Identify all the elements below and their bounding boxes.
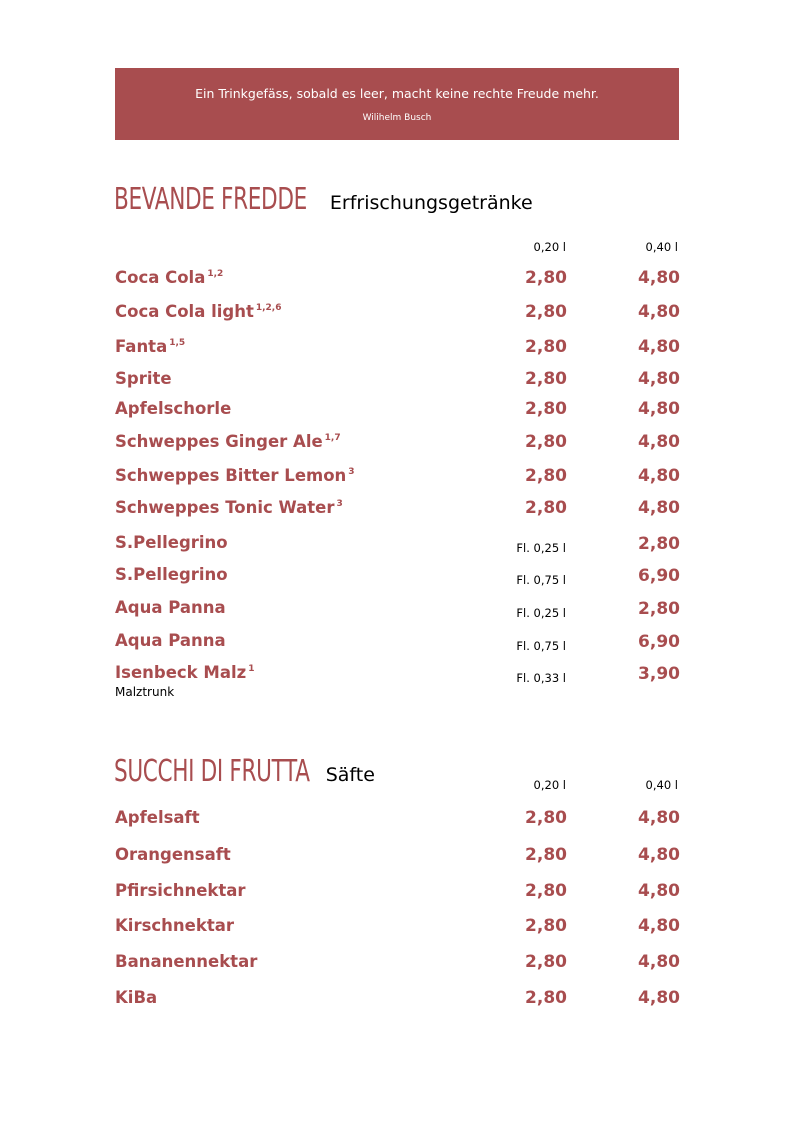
quote-author: Wilihelm Busch (362, 113, 432, 123)
price-large: 4,80 (638, 845, 680, 865)
price-small: 2,80 (525, 337, 567, 357)
bottle-price: 2,80 (638, 599, 680, 619)
price-small: 2,80 (525, 916, 567, 936)
item-name-text: Pfirsichnektar (115, 881, 246, 900)
item-name (115, 952, 257, 971)
item-name-text: Coca Cola (115, 268, 206, 287)
price-large: 4,80 (638, 302, 680, 322)
price-small: 2,80 (525, 808, 567, 828)
item-name-text: Bananennektar (115, 952, 258, 971)
item-name (115, 565, 228, 584)
price-small: 2,80 (525, 369, 567, 389)
item-name-text: S.Pellegrino (115, 533, 228, 552)
item-name (115, 598, 226, 617)
size-small-label: 0,20 l (533, 240, 566, 254)
item-name-text: Orangensaft (115, 845, 231, 864)
section-subtitle: Erfrischungsgetränke (329, 192, 533, 214)
price-large: 4,80 (638, 268, 680, 288)
price-large: 4,80 (638, 466, 680, 486)
bottle-size: Fl. 0,75 l (516, 639, 566, 653)
item-name (115, 663, 254, 682)
allergen-footnote: 3 (348, 467, 355, 477)
price-large: 4,80 (638, 498, 680, 518)
price-small: 2,80 (525, 399, 567, 419)
item-name-text: Schweppes Ginger Ale (115, 432, 323, 451)
item-description: Malztrunk (115, 685, 175, 699)
item-name-text: Fanta (115, 337, 168, 356)
price-large: 4,80 (638, 881, 680, 901)
item-name (115, 533, 228, 552)
bottle-size: Fl. 0,25 l (516, 541, 566, 555)
bottle-size: Fl. 0,75 l (516, 573, 566, 587)
bottle-price: 3,90 (638, 664, 680, 684)
price-small: 2,80 (525, 952, 567, 972)
item-name-text: Sprite (115, 369, 172, 388)
item-name (115, 845, 231, 864)
item-name (115, 432, 341, 451)
item-name-text: Apfelsaft (115, 808, 200, 827)
size-large-label: 0,40 l (645, 778, 678, 792)
item-name (115, 369, 172, 388)
price-small: 2,80 (525, 302, 567, 322)
item-name (115, 466, 355, 485)
item-name-text: Schweppes Tonic Water (115, 498, 335, 517)
quote-text: Ein Trinkgefäss, sobald es leer, macht keine rechte Freude mehr. (195, 86, 599, 101)
price-small: 2,80 (525, 432, 567, 452)
quote-banner (115, 68, 679, 140)
item-name-text: Aqua Panna (115, 598, 226, 617)
item-name (115, 337, 185, 356)
section-header-bevande (114, 182, 533, 217)
allergen-footnote: 1 (248, 664, 255, 674)
price-small: 2,80 (525, 988, 567, 1008)
item-name (115, 268, 223, 287)
bottle-price: 6,90 (638, 566, 680, 586)
bottle-size: Fl. 0,25 l (516, 606, 566, 620)
item-name (115, 631, 226, 650)
price-large: 4,80 (638, 369, 680, 389)
allergen-footnote: 1,5 (169, 338, 186, 348)
item-name-text: S.Pellegrino (115, 565, 228, 584)
price-large: 4,80 (638, 432, 680, 452)
price-large: 4,80 (638, 916, 680, 936)
bottle-price: 2,80 (638, 534, 680, 554)
item-name-text: KiBa (115, 988, 158, 1007)
item-name (115, 302, 281, 321)
price-small: 2,80 (525, 498, 567, 518)
price-small: 2,80 (525, 845, 567, 865)
price-small: 2,80 (525, 466, 567, 486)
item-name-text: Coca Cola light (115, 302, 254, 321)
section-header-succhi (114, 754, 375, 789)
price-large: 4,80 (638, 399, 680, 419)
item-name-text: Aqua Panna (115, 631, 226, 650)
bottle-size: Fl. 0,33 l (516, 671, 566, 685)
allergen-footnote: 3 (336, 499, 343, 509)
price-large: 4,80 (638, 808, 680, 828)
allergen-footnote: 1,7 (324, 433, 341, 443)
item-name-text: Isenbeck Malz (115, 663, 247, 682)
item-name (115, 399, 231, 418)
item-name (115, 498, 343, 517)
item-name (115, 988, 157, 1007)
price-large: 4,80 (638, 988, 680, 1008)
price-small: 2,80 (525, 268, 567, 288)
allergen-footnote: 1,2 (207, 269, 224, 279)
item-name-text: Apfelschorle (115, 399, 232, 418)
allergen-footnote: 1,2,6 (255, 303, 282, 313)
item-name (115, 916, 234, 935)
bottle-price: 6,90 (638, 632, 680, 652)
item-name-text: Schweppes Bitter Lemon (115, 466, 347, 485)
section-title: SUCCHI DI FRUTTA (114, 754, 310, 789)
item-name (115, 808, 200, 827)
price-large: 4,80 (638, 337, 680, 357)
section-title: BEVANDE FREDDE (114, 182, 307, 217)
item-name (115, 881, 246, 900)
size-large-label: 0,40 l (645, 240, 678, 254)
price-large: 4,80 (638, 952, 680, 972)
section-subtitle: Säfte (325, 764, 375, 786)
price-small: 2,80 (525, 881, 567, 901)
item-name-text: Kirschnektar (115, 916, 234, 935)
size-small-label: 0,20 l (533, 778, 566, 792)
